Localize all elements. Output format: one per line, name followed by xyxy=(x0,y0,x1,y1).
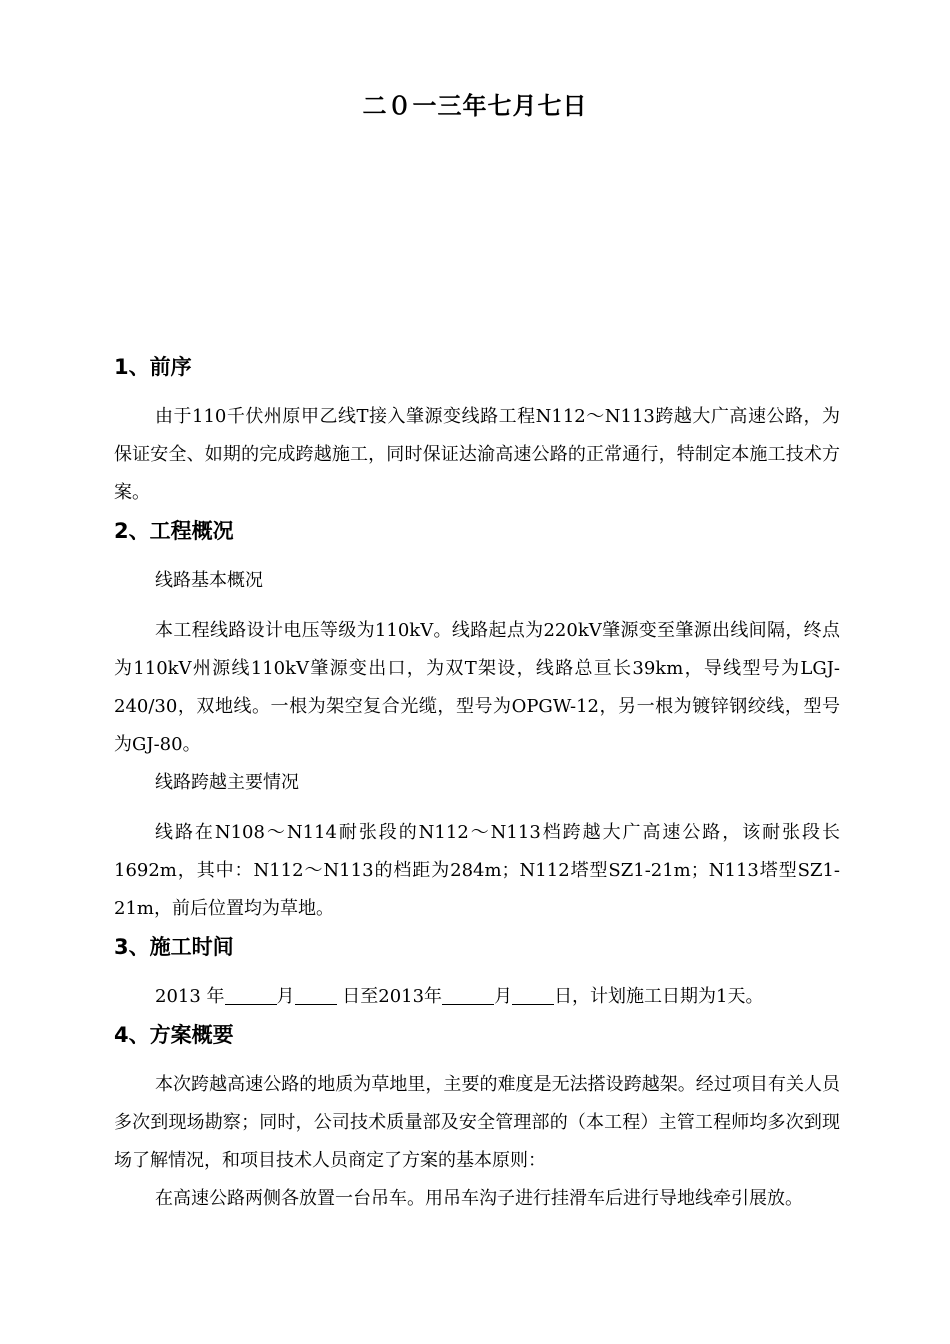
sub-heading: 线路基本概况 xyxy=(155,570,263,591)
section-heading: 2、工程概况 xyxy=(114,519,234,543)
schedule-text: 日，计划施工日期为1天。 xyxy=(554,986,764,1007)
document-body xyxy=(114,348,840,1218)
date-title: 二０一三年七月七日 xyxy=(362,92,588,120)
section-heading: 3、施工时间 xyxy=(114,935,234,959)
section-construction-time xyxy=(114,928,840,1016)
day-blank xyxy=(295,982,337,1005)
section-heading: 4、方案概要 xyxy=(114,1023,234,1047)
sub-heading: 线路跨越主要情况 xyxy=(155,772,299,793)
schedule-line xyxy=(114,978,840,1016)
paragraph: 由于110千伏州原甲乙线T接入肇源变线路工程N112～N113跨越大广高速公路，为保证安全、如期的完成跨越施工，同时保证达渝高速公路的正常通行，特制定本施工技术方案。 xyxy=(114,406,840,503)
paragraph: 本次跨越高速公路的地质为草地里，主要的难度是无法搭设跨越架。经过项目有关人员多次到现场勘察；同时，公司技术质量部及安全管理部的（本工程）主管工程师均多次到现场了解情况，和项目技术人员商定了方案的基本原则： xyxy=(114,1074,840,1171)
paragraph: 线路在N108～N114耐张段的N112～N113档跨越大广高速公路，该耐张段长1692m，其中：N112～N113的档距为284m；N112塔型SZ1-21m；N113塔型SZ1-21m，前后位置均为草地。 xyxy=(114,822,840,919)
schedule-text: 日至2013年 xyxy=(336,986,443,1007)
day-blank xyxy=(512,982,554,1005)
month-blank xyxy=(442,982,494,1005)
month-blank xyxy=(225,982,277,1005)
section-preface xyxy=(114,348,840,512)
section-heading: 1、前序 xyxy=(114,355,192,379)
paragraph: 在高速公路两侧各放置一台吊车。用吊车沟子进行挂滑车后进行导地线牵引展放。 xyxy=(155,1188,803,1209)
schedule-text: 月 xyxy=(494,986,513,1007)
section-plan-summary xyxy=(114,1016,840,1218)
schedule-text: 2013 年 xyxy=(155,986,225,1007)
paragraph: 本工程线路设计电压等级为110kV。线路起点为220kV肇源变至肇源出线间隔，终点为110kV州源线110kV肇源变出口，为双T架设，线路总亘长39km，导线型号为LGJ-240/30，双地线。一根为架空复合光缆，型号为OPGW-12，另一根为镀锌钢绞线，型号为GJ-80。 xyxy=(114,620,840,755)
section-project-overview xyxy=(114,512,840,928)
schedule-text: 月 xyxy=(276,986,295,1007)
